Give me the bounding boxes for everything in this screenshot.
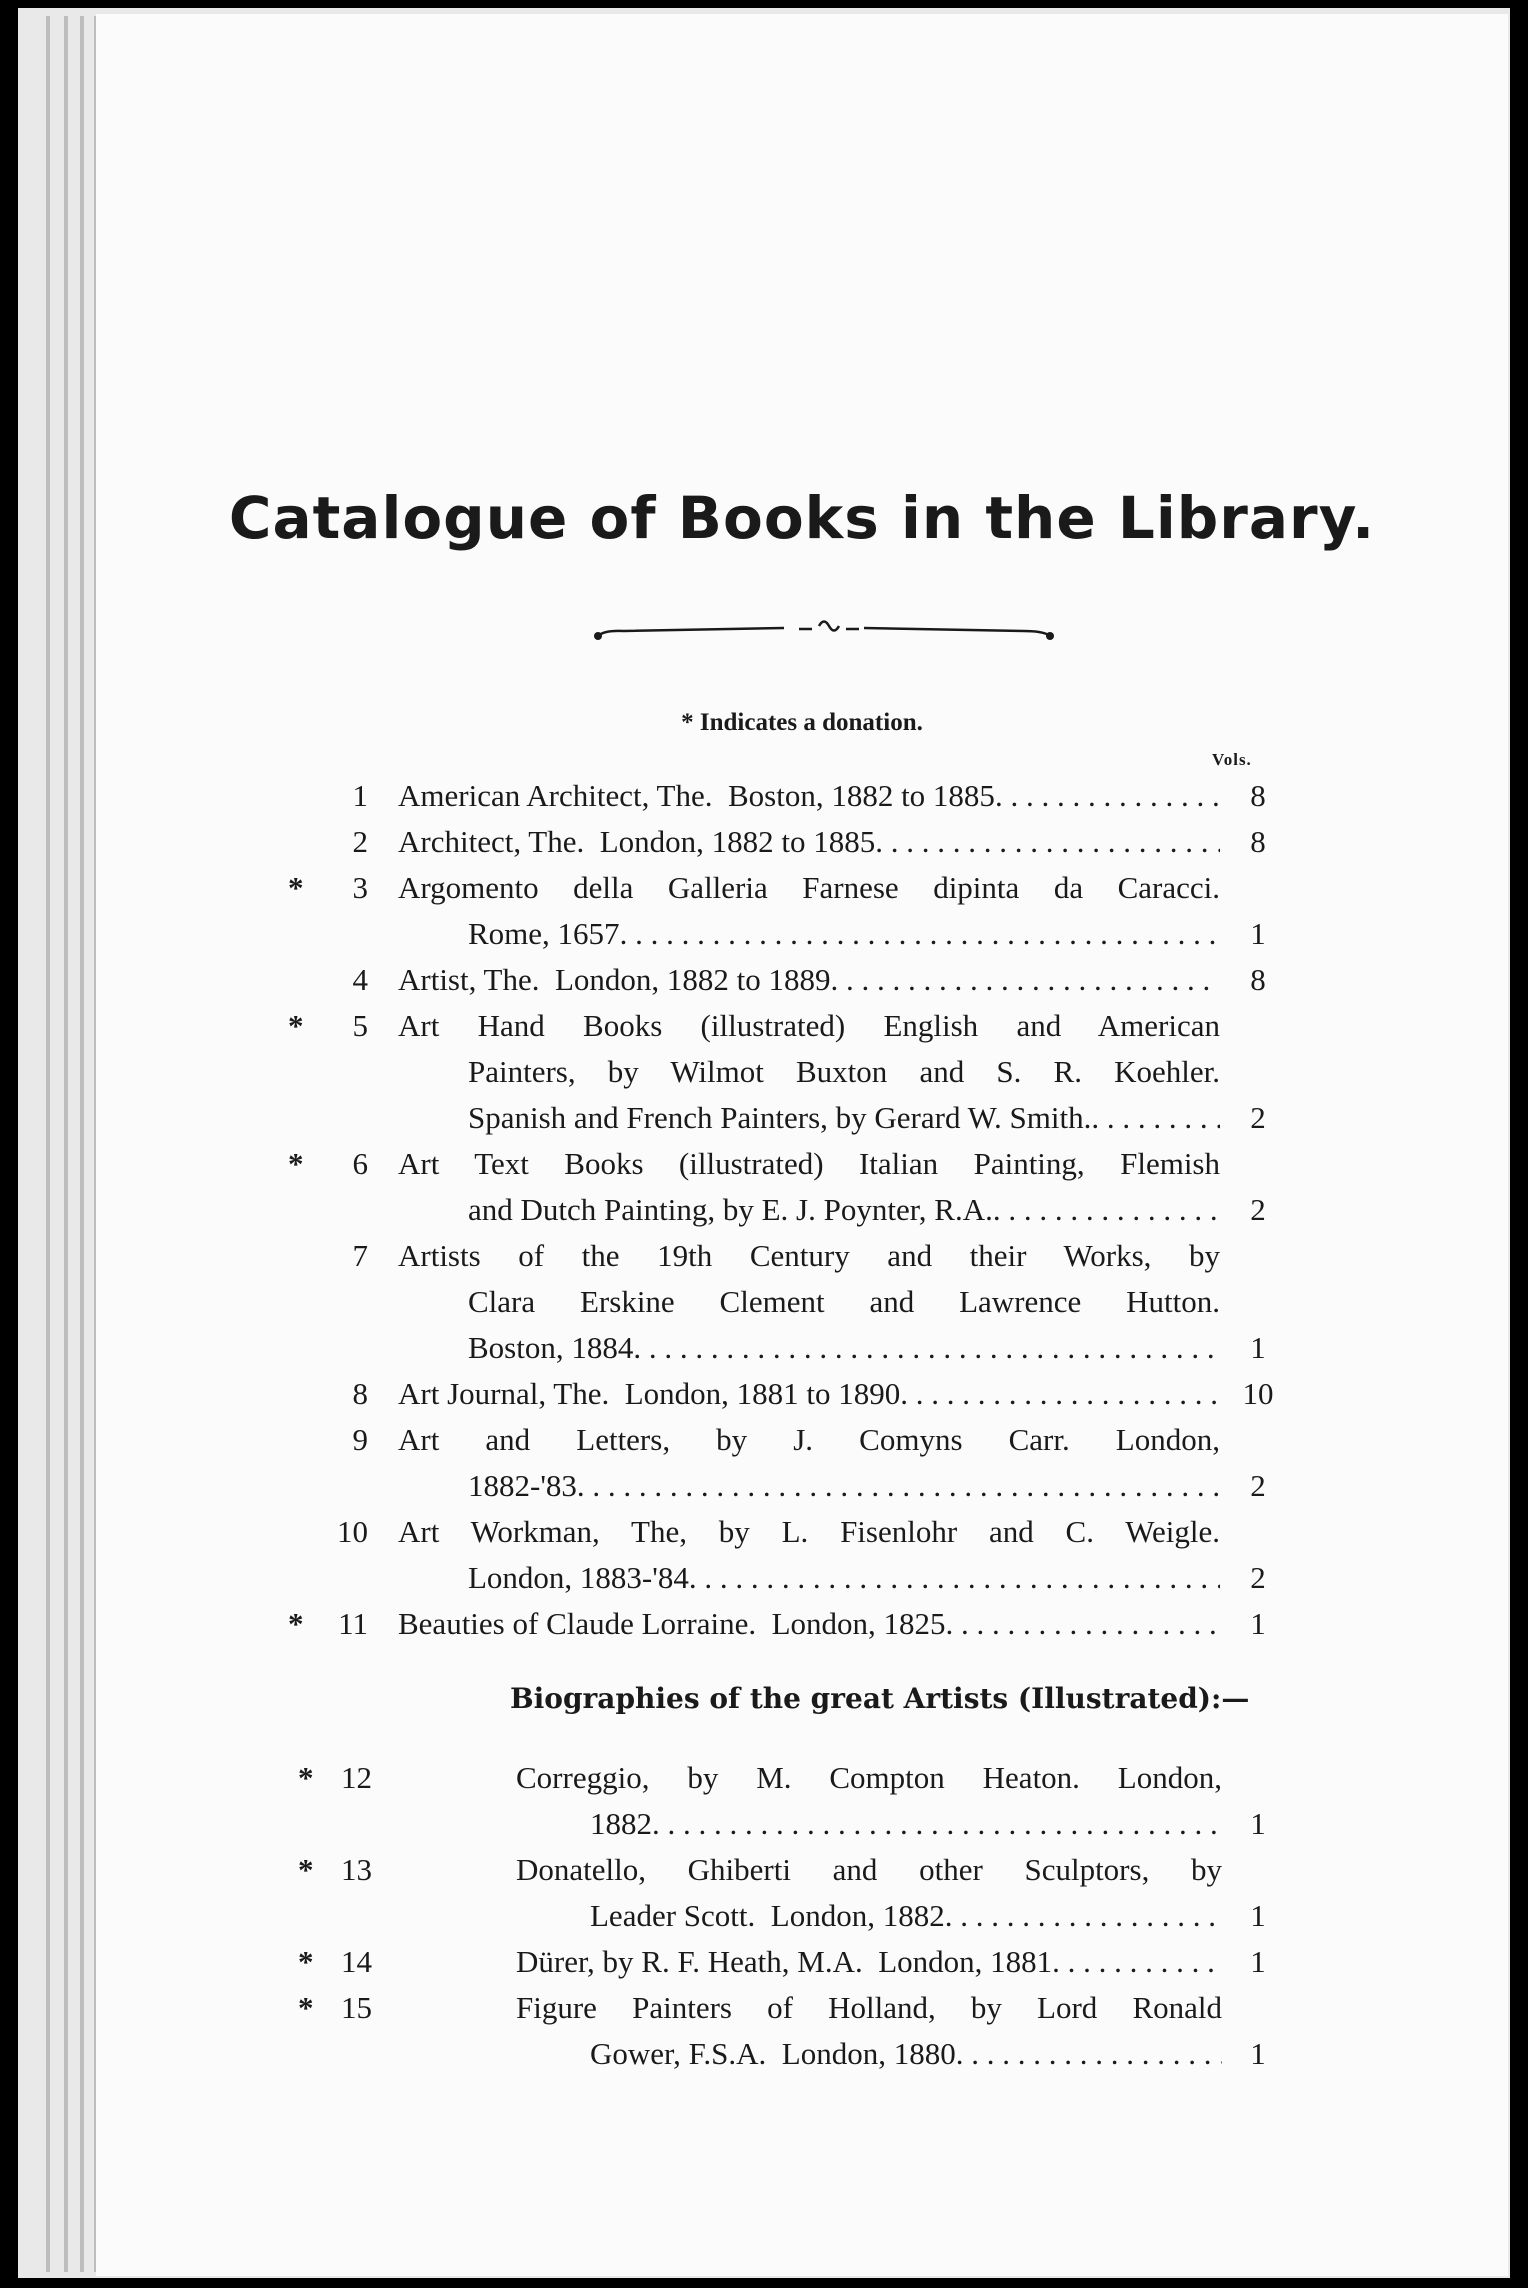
page-edge <box>46 16 50 2272</box>
volume-count: 1 <box>1250 1330 1266 1365</box>
entry-line <box>468 1556 1220 1600</box>
entry-number: 12 <box>341 1760 372 1795</box>
entry-line <box>398 820 1220 864</box>
entry-line: Donatello, Ghiberti and other Sculptors, by <box>516 1852 1222 1887</box>
dot-leader <box>900 1372 1220 1416</box>
entry-line: Art Workman, The, by L. Fisenlohr and C. Weigle. <box>398 1514 1220 1549</box>
volume-count: 1 <box>1250 1944 1266 1979</box>
entry-number: 15 <box>341 1990 372 2025</box>
entry-text: 1882-'83 <box>468 1468 577 1503</box>
volume-count: 2 <box>1250 1100 1266 1135</box>
volume-count: 8 <box>1250 962 1266 997</box>
entry-line <box>468 1188 1220 1232</box>
volume-count: 2 <box>1250 1192 1266 1227</box>
volume-count: 1 <box>1250 1898 1266 1933</box>
entry-text: Rome, 1657 <box>468 916 620 951</box>
dot-leader <box>577 1464 1220 1508</box>
entry-text: Art Journal, The. London, 1881 to 1890 <box>398 1376 901 1411</box>
entry-line: Painters, by Wilmot Buxton and S. R. Koehler. <box>468 1054 1220 1089</box>
entry-number: 8 <box>352 1376 368 1411</box>
dot-leader <box>1091 1096 1220 1140</box>
dot-leader <box>689 1556 1220 1600</box>
entry-number: 14 <box>341 1944 372 1979</box>
entry-line: Artists of the 19th Century and their Works, by <box>398 1238 1220 1273</box>
donation-star: * <box>288 1008 304 1043</box>
donation-star: * <box>298 1944 314 1979</box>
entry-line <box>590 1894 1222 1938</box>
donation-star: * <box>288 870 304 905</box>
entry-line <box>468 912 1220 956</box>
volume-count: 1 <box>1250 2036 1266 2071</box>
dot-leader <box>633 1326 1220 1370</box>
page-edge <box>64 16 68 2272</box>
donation-star: * <box>298 1852 314 1887</box>
entry-line <box>590 1802 1222 1846</box>
donation-star: * <box>288 1146 304 1181</box>
entry-line <box>468 1096 1220 1140</box>
entry-line: Art Text Books (illustrated) Italian Painting, Flemish <box>398 1146 1220 1181</box>
volume-count: 1 <box>1250 916 1266 951</box>
volume-count: 2 <box>1250 1468 1266 1503</box>
entry-number: 13 <box>341 1852 372 1887</box>
entry-number: 7 <box>352 1238 368 1273</box>
entry-line: Correggio, by M. Compton Heaton. London, <box>516 1760 1222 1795</box>
entry-text: Leader Scott. London, 1882 <box>590 1898 945 1933</box>
entry-number: 3 <box>352 870 368 905</box>
entry-line <box>468 1464 1220 1508</box>
dot-leader <box>956 2032 1222 2076</box>
dot-leader <box>875 820 1220 864</box>
entry-number: 2 <box>352 824 368 859</box>
entry-text: Artist, The. London, 1882 to 1889 <box>398 962 831 997</box>
dot-leader <box>945 1894 1222 1938</box>
section-heading: Biographies of the great Artists (Illustrated):— <box>510 1682 1250 1715</box>
catalogue-page <box>96 14 1508 2276</box>
entry-number: 11 <box>338 1606 368 1641</box>
entry-text: London, 1883-'84 <box>468 1560 689 1595</box>
entry-number: 9 <box>352 1422 368 1457</box>
entry-text: 1882 <box>590 1806 652 1841</box>
entry-line <box>468 1326 1220 1370</box>
entry-line <box>590 2032 1222 2076</box>
entry-line: Argomento della Galleria Farnese dipinta da Caracci. <box>398 870 1220 905</box>
volume-count: 2 <box>1250 1560 1266 1595</box>
entry-line: Art and Letters, by J. Comyns Carr. London, <box>398 1422 1220 1457</box>
entry-line <box>398 1602 1220 1646</box>
entry-line: Art Hand Books (illustrated) English and American <box>398 1008 1220 1043</box>
entry-text: American Architect, The. Boston, 1882 to 1885 <box>398 778 995 813</box>
entry-line: Figure Painters of Holland, by Lord Ronald <box>516 1990 1222 2025</box>
entry-number: 1 <box>352 778 368 813</box>
volume-count: 8 <box>1250 778 1266 813</box>
entry-line <box>398 958 1220 1002</box>
entry-number: 10 <box>337 1514 368 1549</box>
vols-column-header: Vols. <box>1212 750 1252 769</box>
dot-leader <box>995 774 1220 818</box>
entry-line <box>516 1940 1222 1984</box>
page-edge <box>80 16 84 2272</box>
volume-count: 8 <box>1250 824 1266 859</box>
entry-text: Boston, 1884 <box>468 1330 634 1365</box>
donation-star: * <box>288 1606 304 1641</box>
dot-leader <box>993 1188 1220 1232</box>
page-title: Catalogue of Books in the Library. <box>228 484 1376 552</box>
donation-note: * Indicates a donation. <box>681 709 923 736</box>
entry-text: and Dutch Painting, by E. J. Poynter, R.A. <box>468 1192 993 1227</box>
entry-text: Beauties of Claude Lorraine. London, 1825 <box>398 1606 946 1641</box>
dot-leader <box>1052 1940 1222 1984</box>
dot-leader <box>620 912 1220 956</box>
entry-number: 5 <box>352 1008 368 1043</box>
dot-leader <box>652 1802 1222 1846</box>
entry-text: Architect, The. London, 1882 to 1885 <box>398 824 876 859</box>
entry-line: Clara Erskine Clement and Lawrence Hutton. <box>468 1284 1220 1319</box>
dot-leader <box>831 958 1220 1002</box>
entry-line <box>398 774 1220 818</box>
dot-leader <box>946 1602 1220 1646</box>
volume-count: 1 <box>1250 1606 1266 1641</box>
entry-text: Spanish and French Painters, by Gerard W. Smith. <box>468 1100 1092 1135</box>
entry-line <box>398 1372 1220 1416</box>
entry-number: 4 <box>352 962 368 997</box>
volume-count: 1 <box>1250 1806 1266 1841</box>
catalogue-entries <box>96 14 1508 2276</box>
volume-count: 10 <box>1242 1376 1274 1411</box>
donation-star: * <box>298 1760 314 1795</box>
donation-star: * <box>298 1990 314 2025</box>
entry-text: Gower, F.S.A. London, 1880 <box>590 2036 956 2071</box>
entry-text: Dürer, by R. F. Heath, M.A. London, 1881 <box>516 1944 1053 1979</box>
entry-number: 6 <box>352 1146 368 1181</box>
